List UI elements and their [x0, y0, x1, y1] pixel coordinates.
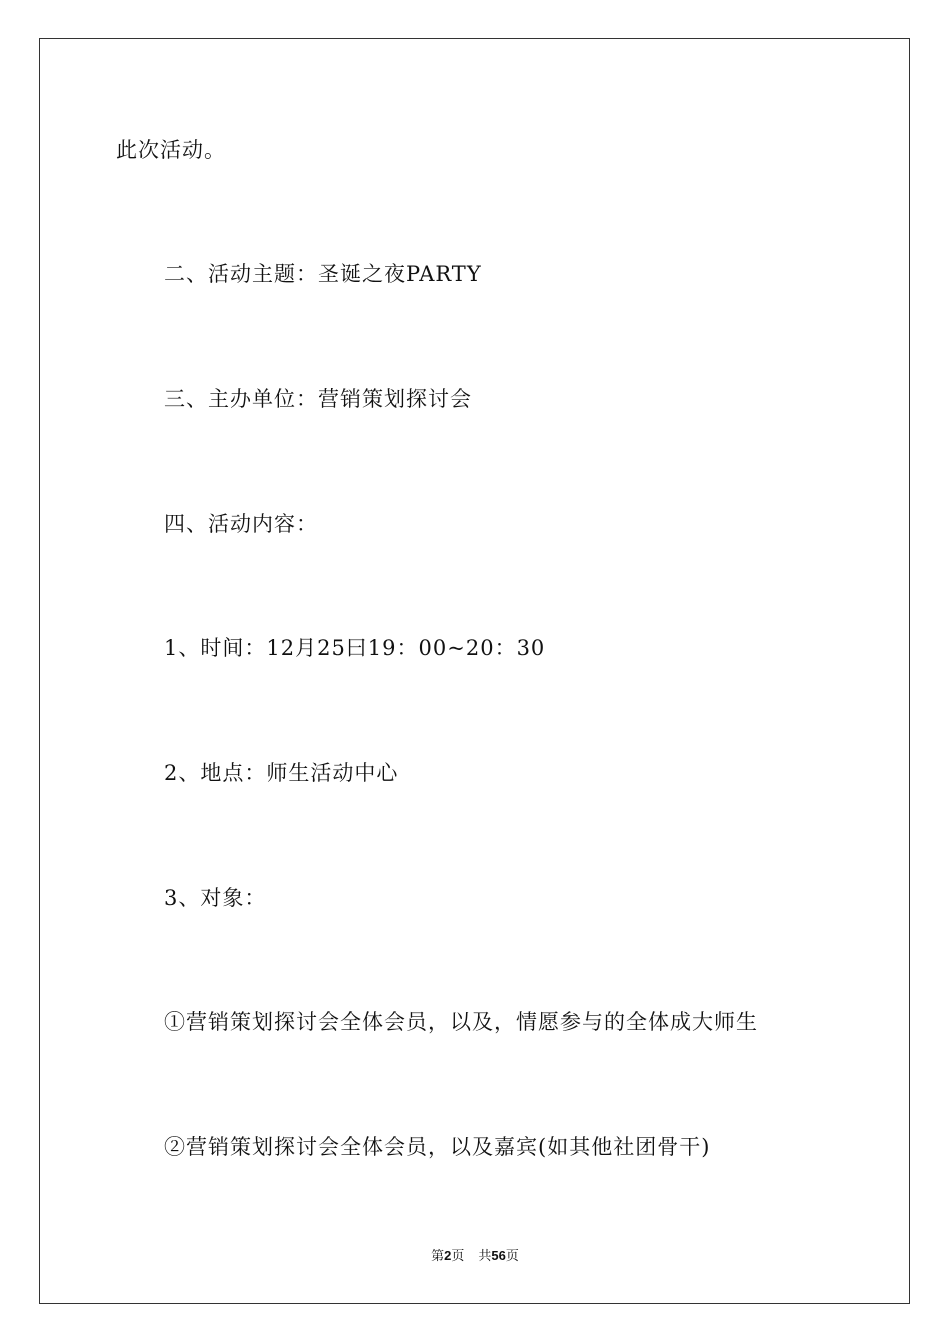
item-audience: 3、对象： [164, 886, 267, 910]
page-border [39, 38, 910, 1304]
page-prefix: 第 [431, 1249, 445, 1264]
heading-organizer: 三、主办单位：营销策划探讨会 [164, 387, 472, 411]
item-location: 2、地点：师生活动中心 [164, 761, 399, 785]
heading-activity-content: 四、活动内容： [164, 512, 318, 536]
item-time: 1、时间：12月25曰19：00~20：30 [164, 636, 546, 660]
total-prefix: 共 [478, 1249, 492, 1264]
total-pages: 56 [491, 1248, 506, 1263]
text-line-1: 此次活动。 [116, 138, 226, 162]
page-footer [0, 1247, 950, 1266]
page-number: 2 [444, 1248, 452, 1263]
audience-option-2: ②营销策划探讨会全体会员，以及嘉宾(如其他社团骨干) [164, 1135, 711, 1159]
page-suffix: 页 [451, 1249, 465, 1264]
total-suffix: 页 [505, 1249, 519, 1264]
heading-activity-theme: 二、活动主题：圣诞之夜PARTY [164, 262, 482, 286]
audience-option-1: ①营销策划探讨会全体会员，以及，情愿参与的全体成大师生 [164, 1010, 758, 1034]
